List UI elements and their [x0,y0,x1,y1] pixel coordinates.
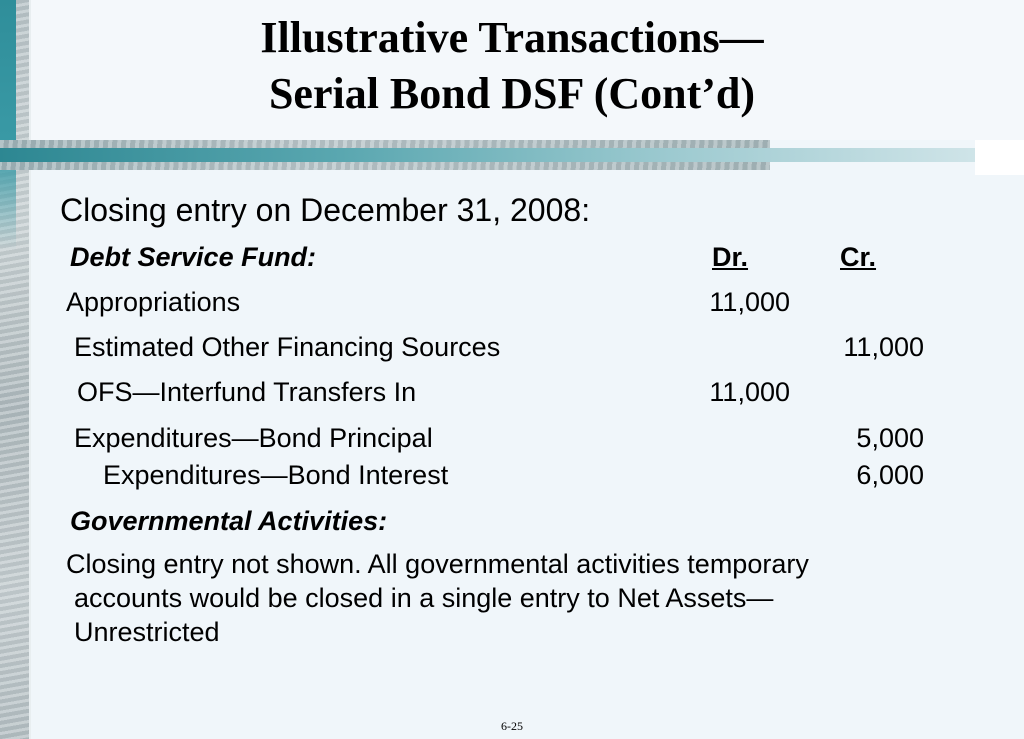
entry-account: Estimated Other Financing Sources [74,332,501,362]
ga-description [66,547,956,649]
title-line-1: Illustrative Transactions— [260,13,764,62]
ga-text-line-3: Unrestricted [74,617,220,647]
page-number: 6-25 [501,719,523,733]
ga-heading: Governmental Activities: [70,506,388,536]
title-band-end [975,140,1024,175]
entry-account: Appropriations [66,287,241,317]
title-band-teal [0,148,975,162]
entry-account: Expenditures—Bond Interest [103,460,449,490]
cr-column-label: Cr. [840,242,877,272]
dsf-heading: Debt Service Fund: [70,242,317,272]
left-teal-accent [0,0,16,250]
entry-cr: 11,000 [843,332,924,362]
entry-dr: 11,000 [709,287,790,317]
ga-text-line-1: Closing entry not shown. All governmental activities temporary [66,549,809,579]
slide-title [31,10,993,122]
entry-cr: 6,000 [856,460,924,490]
dr-column-label: Dr. [712,242,749,272]
entry-dr: 11,000 [709,377,790,407]
entry-account: Expenditures—Bond Principal [74,423,433,453]
subtitle: Closing entry on December 31, 2008: [60,192,591,228]
entry-account: OFS—Interfund Transfers In [77,377,417,407]
title-line-2: Serial Bond DSF (Cont’d) [268,69,756,118]
ga-text-line-2: accounts would be closed in a single entry to Net Assets— [74,583,774,613]
entry-cr: 5,000 [856,423,924,453]
